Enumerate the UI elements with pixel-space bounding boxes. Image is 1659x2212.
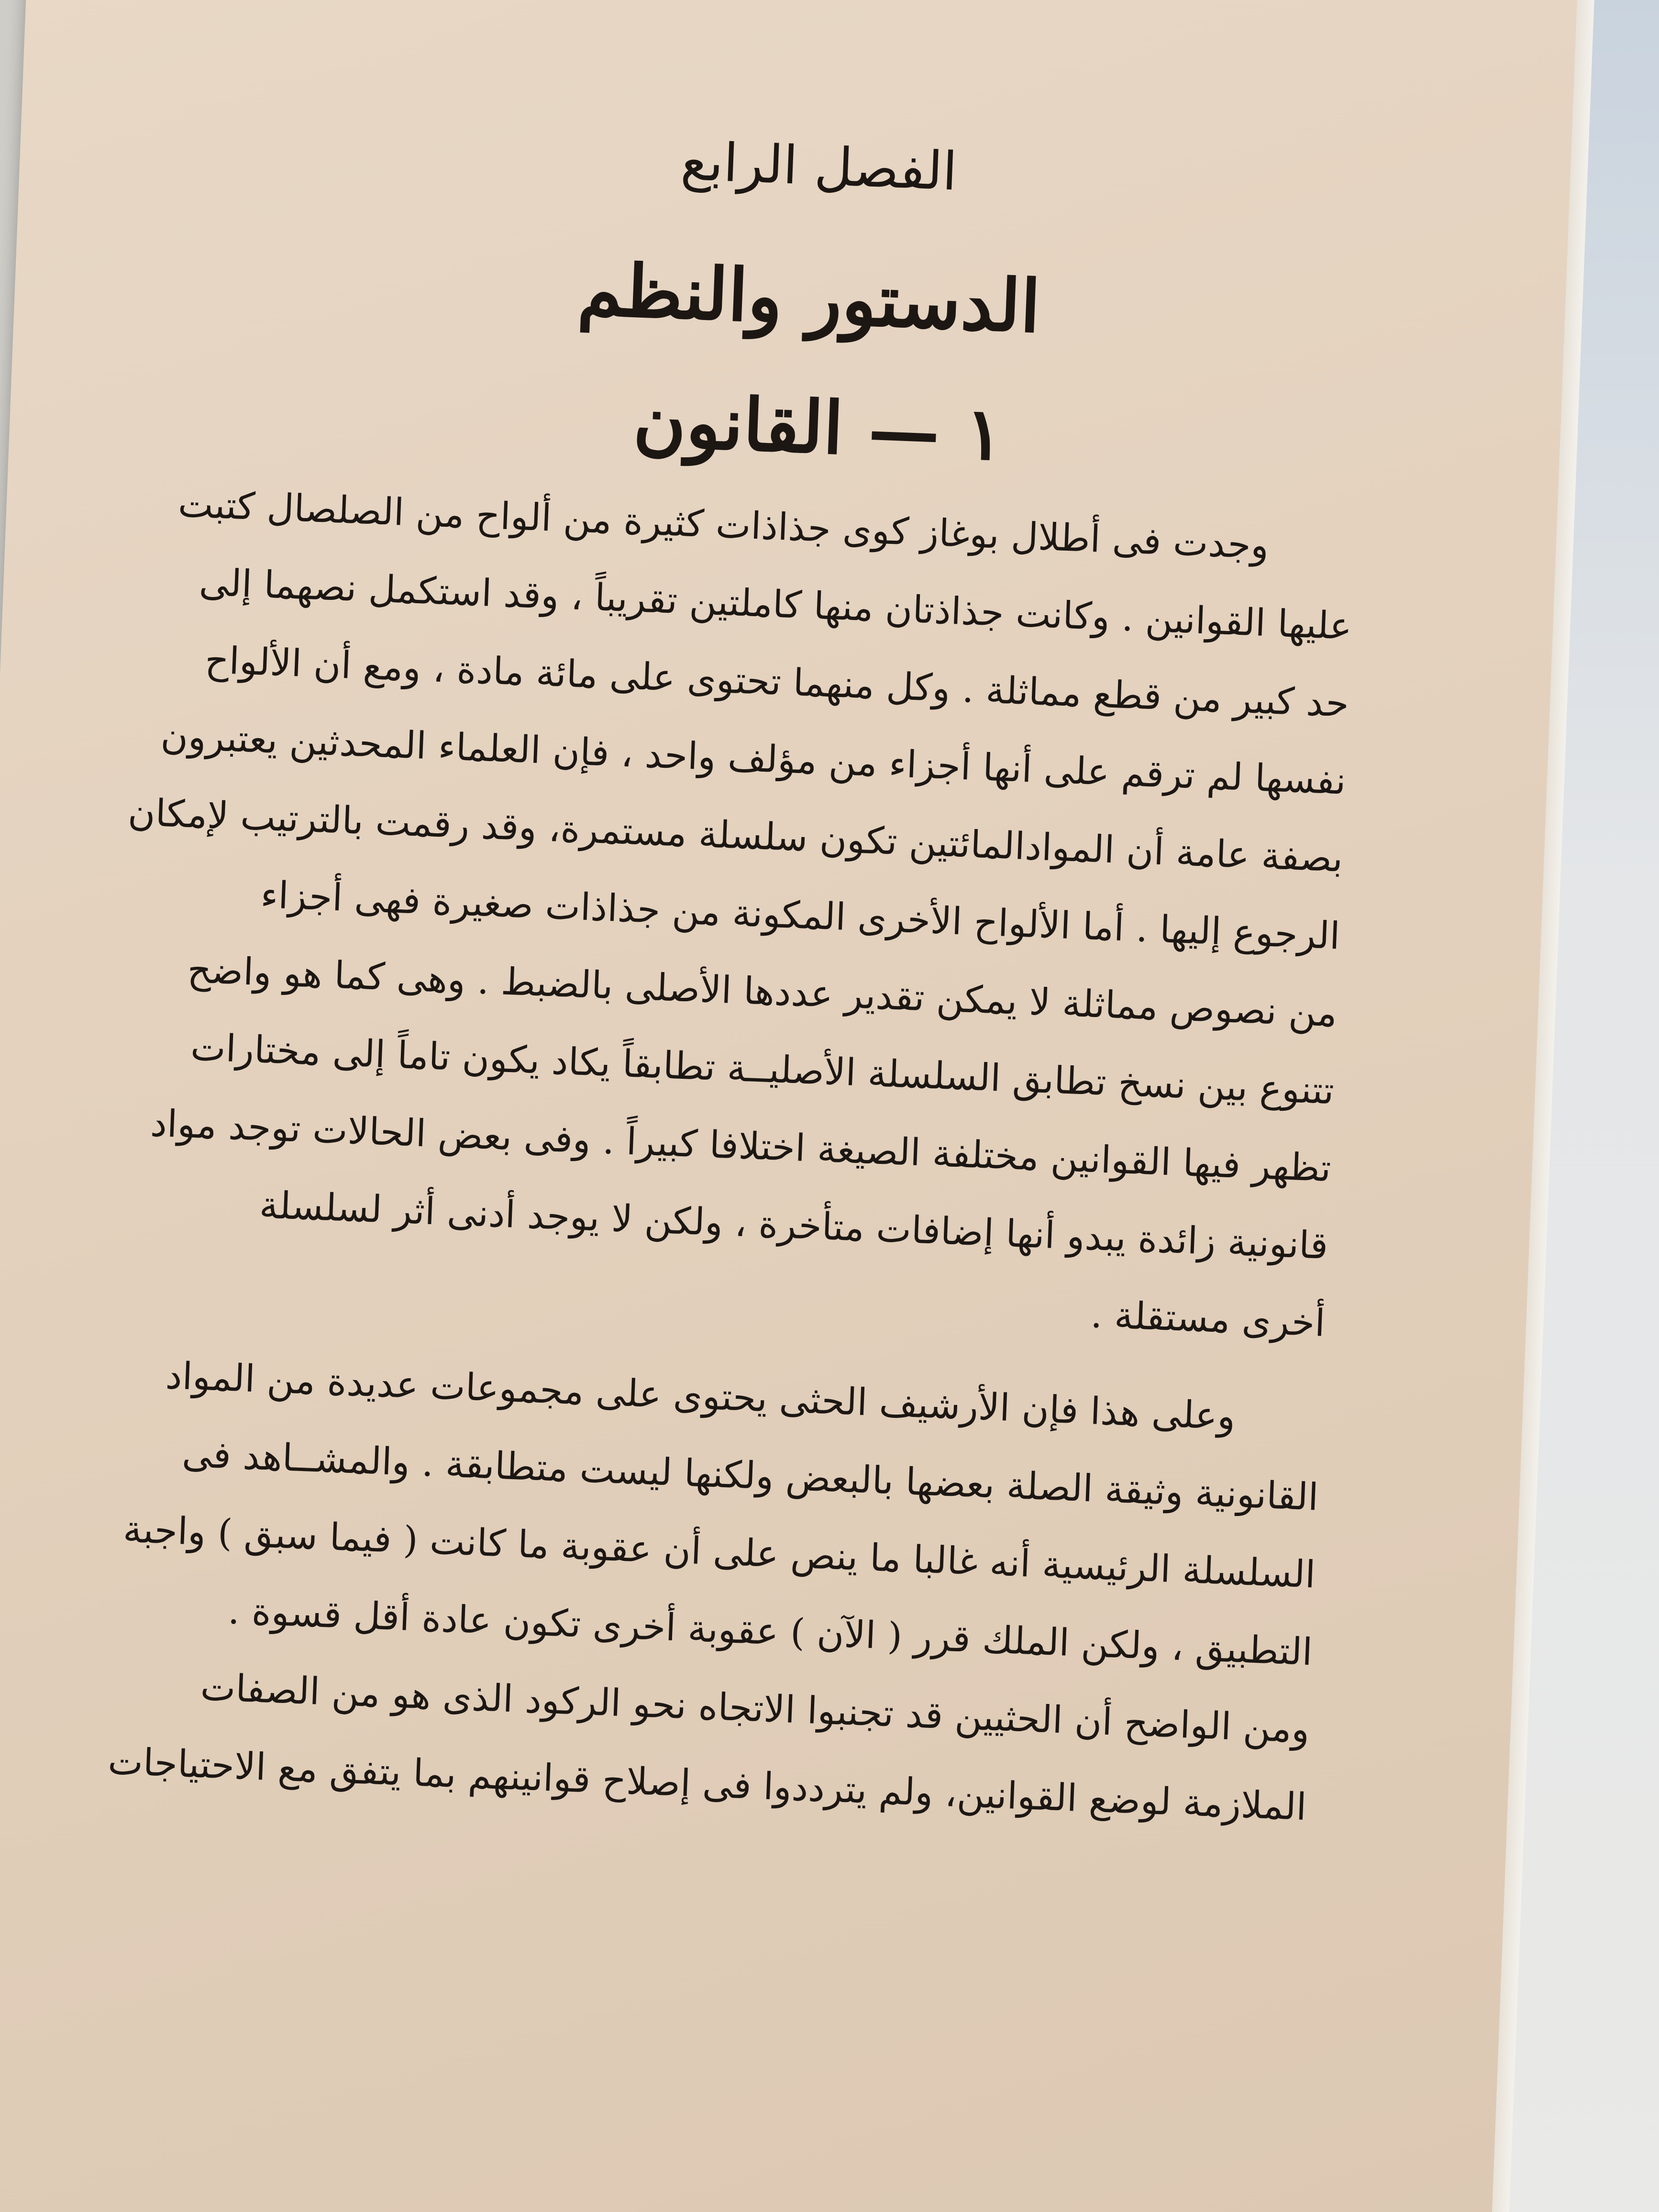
text-line: السلسلة الرئيسية أنه غالبا ما ينص على أن عقوبة ما كانت ( فيما سبق ) واجبة	[122, 1507, 1316, 1597]
chapter-title: الدستور والنظم	[576, 247, 1042, 349]
text-line: الملازمة لوضع القوانين، ولم يترددوا فى إصلاح قوانينهم بما يتفق مع الاحتياجات	[107, 1740, 1307, 1829]
section-heading: ١ — القانون	[632, 378, 1005, 477]
paragraph-2	[81, 1335, 1323, 1847]
text-line: عليها القوانين . وكانت جذاذتان منها كاملتين تقريباً ، وقد استكمل نصهما إلى	[198, 561, 1353, 649]
text-line: وعلى هذا فإن الأرشيف الحثى يحتوى على مجموعات عديدة من المواد	[165, 1354, 1237, 1438]
text-line: الرجوع إليها . أما الألواح الأخرى المكونة من جذاذات صغيرة فهى أجزاء	[260, 873, 1341, 958]
text-line: بصفة عامة أن الموادالمائتين تكون سلسلة مستمرة، وقد رقمت بالترتيب لإمكان	[127, 791, 1344, 881]
text-line: تتنوع بين نسخ تطابق السلسلة الأصليــة تطابقاً يكاد يكون تاماً إلى مختارات	[189, 1026, 1335, 1113]
text-line: من نصوص مماثلة لا يمكن تقدير عددها الأصلى بالضبط . وهى كما هو واضح	[187, 948, 1338, 1036]
text-line: تظهر فيها القوانين مختلفة الصيغة اختلافا كبيراً . وفى بعض الحالات توجد مواد	[149, 1102, 1332, 1191]
text-line: التطبيق ، ولكن الملك قرر ( الآن ) عقوبة أخرى تكون عادة أقل قسوة .	[227, 1589, 1314, 1674]
text-line: أخرى مستقلة .	[1090, 1293, 1326, 1345]
text-line: حد كبير من قطع مماثلة . وكل منهما تحتوى على مائة مادة ، ومع أن الألواح	[204, 639, 1350, 726]
text-line: القانونية وثيقة الصلة بعضها بالبعض ولكنها ليست متطابقة . والمشــاهد فى	[181, 1432, 1319, 1519]
page-content	[80, 109, 1370, 1865]
text-line: ومن الواضح أن الحثيين قد تجنبوا الاتجاه نحو الركود الذى هو من الصفات	[199, 1666, 1311, 1752]
chapter-label: الفصل الرابع	[679, 130, 959, 202]
text-line: وجدت فى أطلال بوغاز كوى جذاذات كثيرة من ألواح من الصلصال كتبت	[177, 482, 1270, 568]
text-line: نفسها لم ترقم على أنها أجزاء من مؤلف واحد ، فإن العلماء المحدثين يعتبرون	[160, 714, 1347, 803]
paragraph-1	[100, 464, 1357, 1362]
text-line: قانونية زائدة يبدو أنها إضافات متأخرة ، ولكن لا يوجد أدنى أثر لسلسلة	[258, 1183, 1329, 1268]
